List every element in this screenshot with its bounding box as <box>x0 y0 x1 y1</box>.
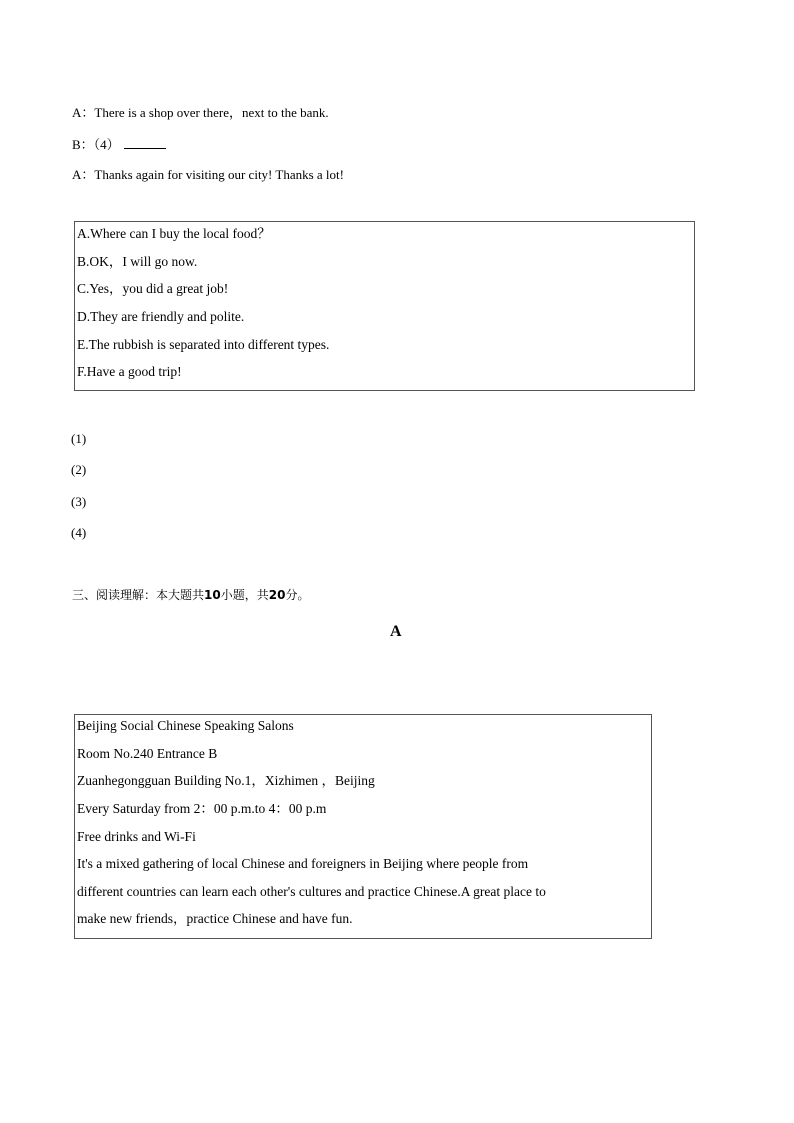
dialogue-text: （4） <box>93 137 120 152</box>
answer-blank[interactable] <box>124 136 166 149</box>
answer-slot-2: (2) <box>71 462 87 477</box>
notice-line-5: Free drinks and Wi-Fi <box>77 829 196 844</box>
notice-line-6: It's a mixed gathering of local Chinese and foreigners in Beijing where people from <box>77 856 529 871</box>
dialogue-text: There is a shop over there，next to the bank. <box>94 105 329 120</box>
notice-line-8: make new friends，practice Chinese and have fun. <box>77 911 353 926</box>
option-e: E.The rubbish is separated into different types. <box>77 337 330 352</box>
section-middle: 小题，共 <box>220 588 269 602</box>
notice-line-4: Every Saturday from 2：00 p.m.to 4：00 p.m <box>77 801 327 816</box>
option-d: D.They are friendly and polite. <box>77 309 245 324</box>
speaker-label: B： <box>72 137 94 152</box>
dialogue-line-1 <box>72 105 329 121</box>
section-suffix: 分。 <box>285 588 310 602</box>
option-c: C.Yes，you did a great job! <box>77 281 229 296</box>
speaker-label: A： <box>72 105 95 120</box>
notice-box <box>74 714 652 939</box>
section-heading <box>72 586 309 603</box>
total-score: 20 <box>268 588 286 602</box>
dialogue-text: Thanks again for visiting our city! Thanks a lot! <box>94 167 344 182</box>
question-count: 10 <box>204 588 221 602</box>
notice-line-1: Beijing Social Chinese Speaking Salons <box>77 718 294 733</box>
notice-line-2: Room No.240 Entrance B <box>77 746 218 761</box>
notice-line-3: Zuanhegongguan Building No.1，Xizhimen ，Beijing <box>77 773 375 788</box>
answer-slot-4: (4) <box>71 525 87 540</box>
section-prefix: 三、阅读理解：本大题共 <box>72 588 205 602</box>
dialogue-line-2 <box>72 136 166 153</box>
answer-slot-3: (3) <box>71 494 87 509</box>
option-a: A.Where can I buy the local food？ <box>77 226 271 241</box>
notice-line-7: different countries can learn each other's cultures and practice Chinese.A great place to <box>77 884 546 899</box>
options-box <box>74 221 695 391</box>
option-b: B.OK，I will go now. <box>77 254 198 269</box>
speaker-label: A： <box>72 167 95 182</box>
dialogue-line-3 <box>72 167 344 183</box>
option-f: F.Have a good trip! <box>77 364 182 379</box>
answer-slot-1: (1) <box>71 431 87 446</box>
passage-title: A <box>390 623 402 640</box>
